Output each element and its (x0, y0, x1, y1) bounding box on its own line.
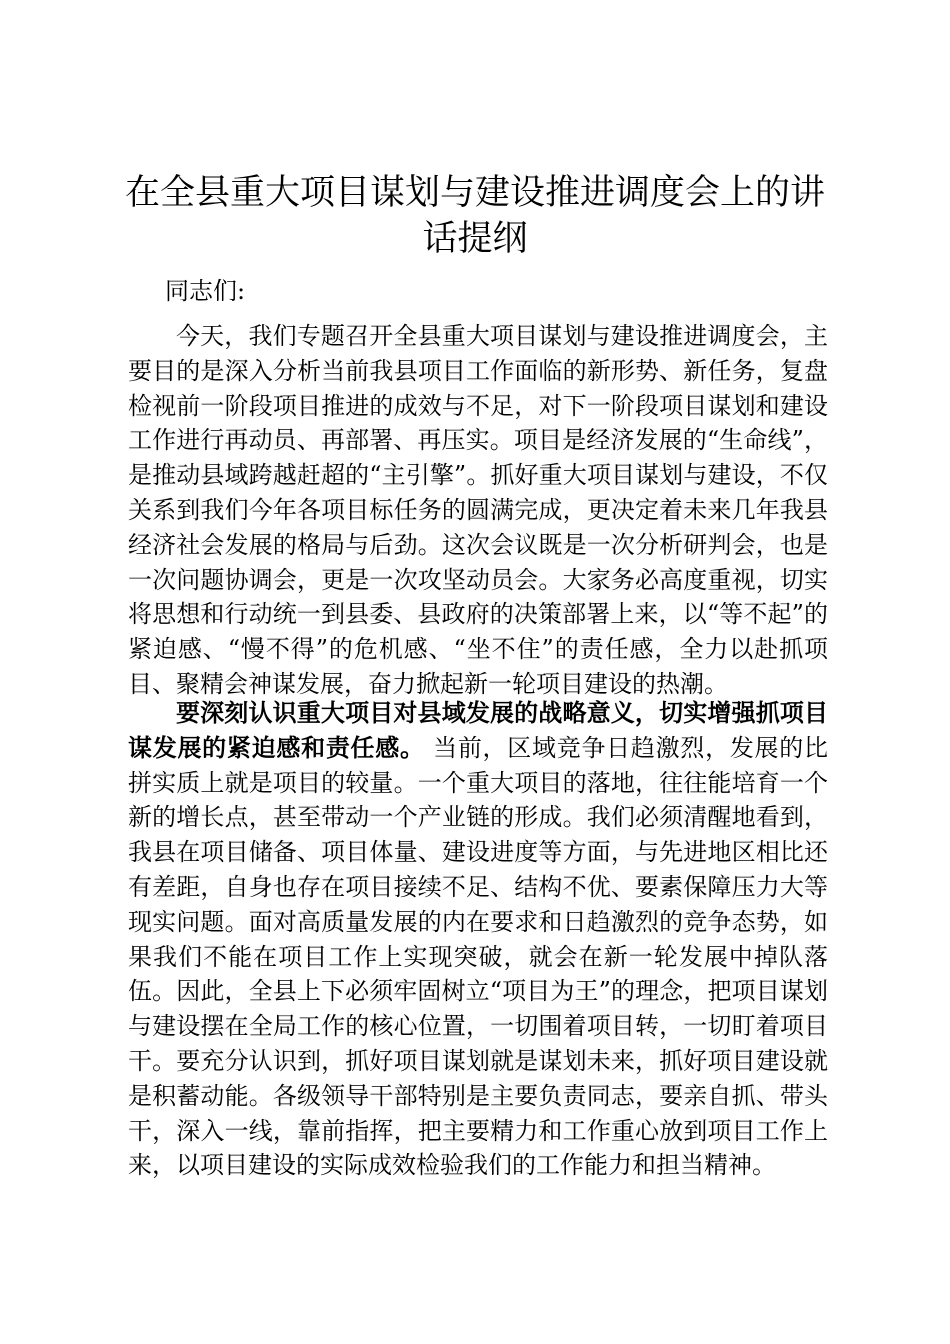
paragraph-intro (128, 319, 828, 702)
salutation: 同志们: (165, 277, 246, 305)
paragraph-strategic-significance-text: 当前，区域竞争日趋激烈，发展的比拼实质上就是项目的较量。一个重大项目的落地，往往能培育一个新的增长点，甚至带动一个产业链的形成。我们必须清醒地看到，我县在项目储备、项目体量、建设进度等方面，与先进地区相比还有差距，自身也存在项目接续不足、结构不优、要素保障压力大等现实问题。面对高质量发展的内在要求和日趋激烈的竞争态势，如果我们不能在项目工作上实现突破，就会在新一轮发展中掉队落伍。因此，全县上下必须牢固树立“项目为王”的理念，把项目谋划与建设摆在全局工作的核心位置，一切围着项目转，一切盯着项目干。要充分认识到，抓好项目谋划就是谋划未来，抓好项目建设就是积蓄动能。各级领导干部特别是主要负责同志，要亲自抓、带头干，深入一线，靠前指挥，把主要精力和工作重心放到项目工作上来，以项目建设的实际成效检验我们的工作能力和担当精神。 (128, 733, 828, 1180)
paragraph-strategic-significance (128, 696, 828, 1183)
document-title: 在全县重大项目谋划与建设推进调度会上的讲话提纲 (124, 173, 825, 259)
paragraph-heading: 要深刻认识重大项目对县域发展的战略意义，切实增强抓项目谋发展的紧迫感和责任感。 (128, 698, 828, 762)
paragraph-intro-text: 今天，我们专题召开全县重大项目谋划与建设推进调度会，主要目的是深入分析当前我县项目工作面临的新形势、新任务，复盘检视前一阶段项目推进的成效与不足，对下一阶段项目谋划和建设工作进行再动员、再部署、再压实。项目是经济发展的“生命线”，是推动县域跨越赶超的“主引擎”。抓好重大项目谋划与建设，不仅关系到我们今年各项目标任务的圆满完成，更决定着未来几年我县经济社会发展的格局与后劲。这次会议既是一次分析研判会，也是一次问题协调会，更是一次攻坚动员会。大家务必高度重视，切实将思想和行动统一到县委、县政府的决策部署上来，以“等不起”的紧迫感、“慢不得”的危机感、“坐不住”的责任感，全力以赴抓项目、聚精会神谋发展，奋力掀起新一轮项目建设的热潮。 (128, 322, 828, 698)
